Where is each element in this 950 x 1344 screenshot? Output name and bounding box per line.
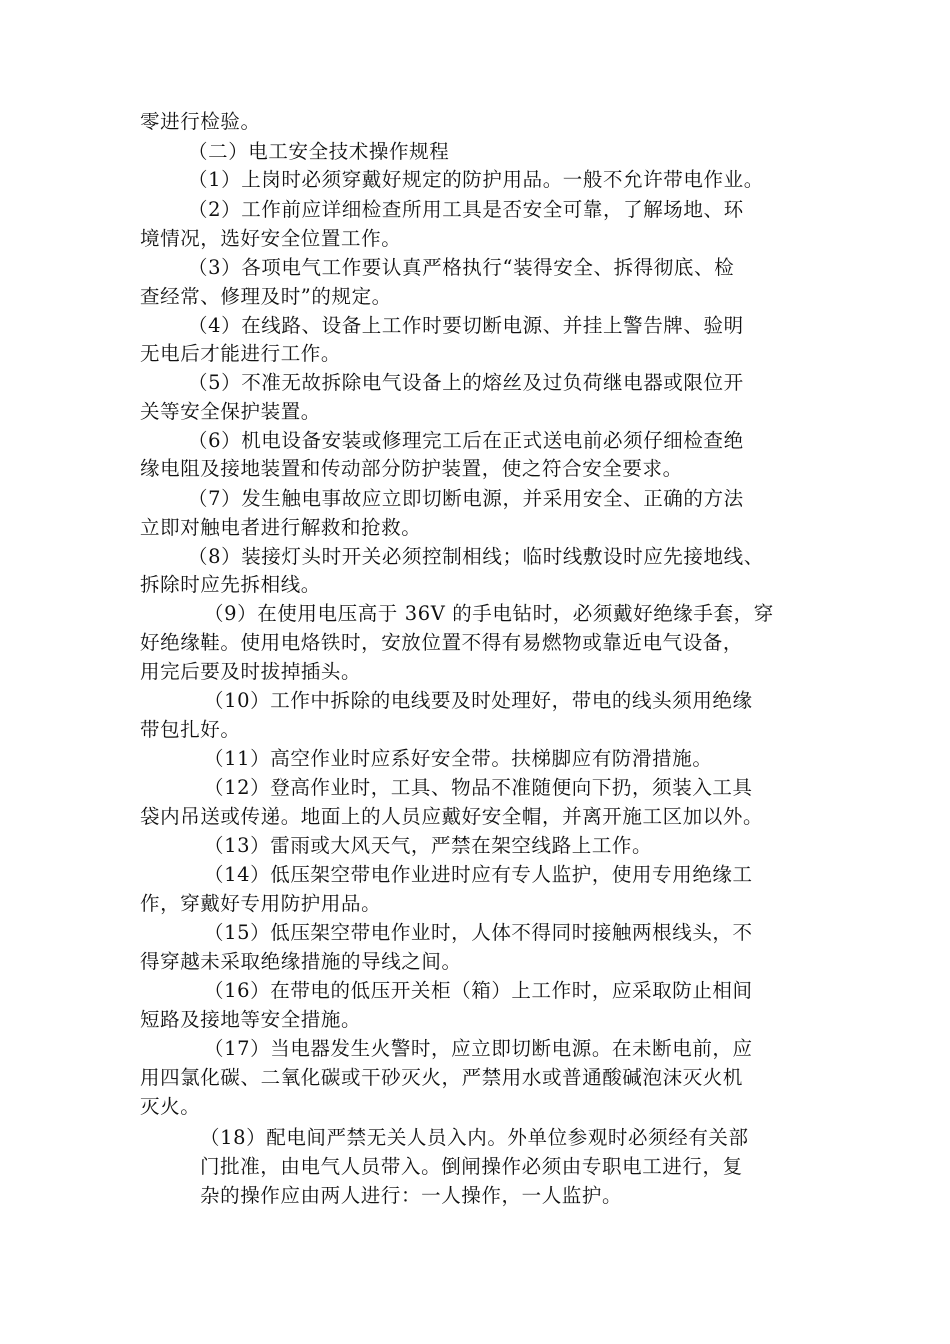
text-line: （11）高空作业时应系好安全带。扶梯脚应有防滑措施。 xyxy=(204,747,713,770)
text-line: （15）低压架空带电作业时，人体不得同时接触两根线头，不 xyxy=(204,921,753,944)
text-line: （2）工作前应详细检查所用工具是否安全可靠，了解场地、环 xyxy=(188,198,744,221)
text-line: （12）登高作业时，工具、物品不准随便向下扔，须装入工具 xyxy=(204,776,753,799)
text-line: 带包扎好。 xyxy=(140,718,241,741)
text-line: （14）低压架空带电作业进时应有专人监护，使用专用绝缘工 xyxy=(204,863,753,886)
text-line: 无电后才能进行工作。 xyxy=(140,342,342,365)
text-line: （13）雷雨或大风天气，严禁在架空线路上工作。 xyxy=(204,834,653,857)
text-line: （16）在带电的低压开关柜（箱）上工作时，应采取防止相间 xyxy=(204,979,753,1002)
text-line: （18）配电间严禁无关人员入内。外单位参观时必须经有关部 xyxy=(200,1126,749,1149)
text-line: 查经常、修理及时”的规定。 xyxy=(140,285,392,308)
section-heading: （二）电工安全技术操作规程 xyxy=(188,140,450,163)
text-line: 得穿越未采取绝缘措施的导线之间。 xyxy=(140,950,462,973)
text-line: 拆除时应先拆相线。 xyxy=(140,573,321,596)
text-line: 缘电阻及接地装置和传动部分防护装置，使之符合安全要求。 xyxy=(140,457,683,480)
text-line: 关等安全保护装置。 xyxy=(140,400,321,423)
text-line: （7）发生触电事故应立即切断电源，并采用安全、正确的方法 xyxy=(188,487,744,510)
text-line: 零进行检验。 xyxy=(140,110,261,133)
text-line: （10）工作中拆除的电线要及时处理好，带电的线头须用绝缘 xyxy=(204,689,753,712)
text-line: （4）在线路、设备上工作时要切断电源、并挂上警告牌、验明 xyxy=(188,314,744,337)
text-line: （6）机电设备安装或修理完工后在正式送电前必须仔细检查绝 xyxy=(188,429,744,452)
text-line: 作，穿戴好专用防护用品。 xyxy=(140,892,382,915)
text-line: （5）不准无故拆除电气设备上的熔丝及过负荷继电器或限位开 xyxy=(188,371,744,394)
text-line: （1）上岗时必须穿戴好规定的防护用品。一般不允许带电作业。 xyxy=(188,168,764,191)
text-line: 灭火。 xyxy=(140,1095,201,1118)
text-line: 门批准，由电气人员带入。倒闸操作必须由专职电工进行，复 xyxy=(200,1155,743,1178)
text-line: 用完后要及时拔掉插头。 xyxy=(140,660,362,683)
text-line: （3）各项电气工作要认真严格执行“装得安全、拆得彻底、检 xyxy=(188,256,735,279)
text-line: （8）装接灯头时开关必须控制相线；临时线敷设时应先接地线、 xyxy=(188,545,764,568)
text-line: 用四氯化碳、二氧化碳或干砂灭火，严禁用水或普通酸碱泡沫灭火机 xyxy=(140,1066,744,1089)
text-line: 好绝缘鞋。使用电烙铁时，安放位置不得有易燃物或靠近电气设备， xyxy=(140,631,744,654)
text-line: 立即对触电者进行解救和抢救。 xyxy=(140,516,422,539)
text-line: 境情况，选好安全位置工作。 xyxy=(140,227,402,250)
text-line: 短路及接地等安全措施。 xyxy=(140,1008,362,1031)
text-line: 袋内吊送或传递。地面上的人员应戴好安全帽，并离开施工区加以外。 xyxy=(140,805,764,828)
text-line: （17）当电器发生火警时，应立即切断电源。在未断电前，应 xyxy=(204,1037,753,1060)
text-line: （9）在使用电压高于 36V 的手电钻时，必须戴好绝缘手套，穿 xyxy=(204,602,774,625)
text-line: 杂的操作应由两人进行：一人操作，一人监护。 xyxy=(200,1184,623,1207)
